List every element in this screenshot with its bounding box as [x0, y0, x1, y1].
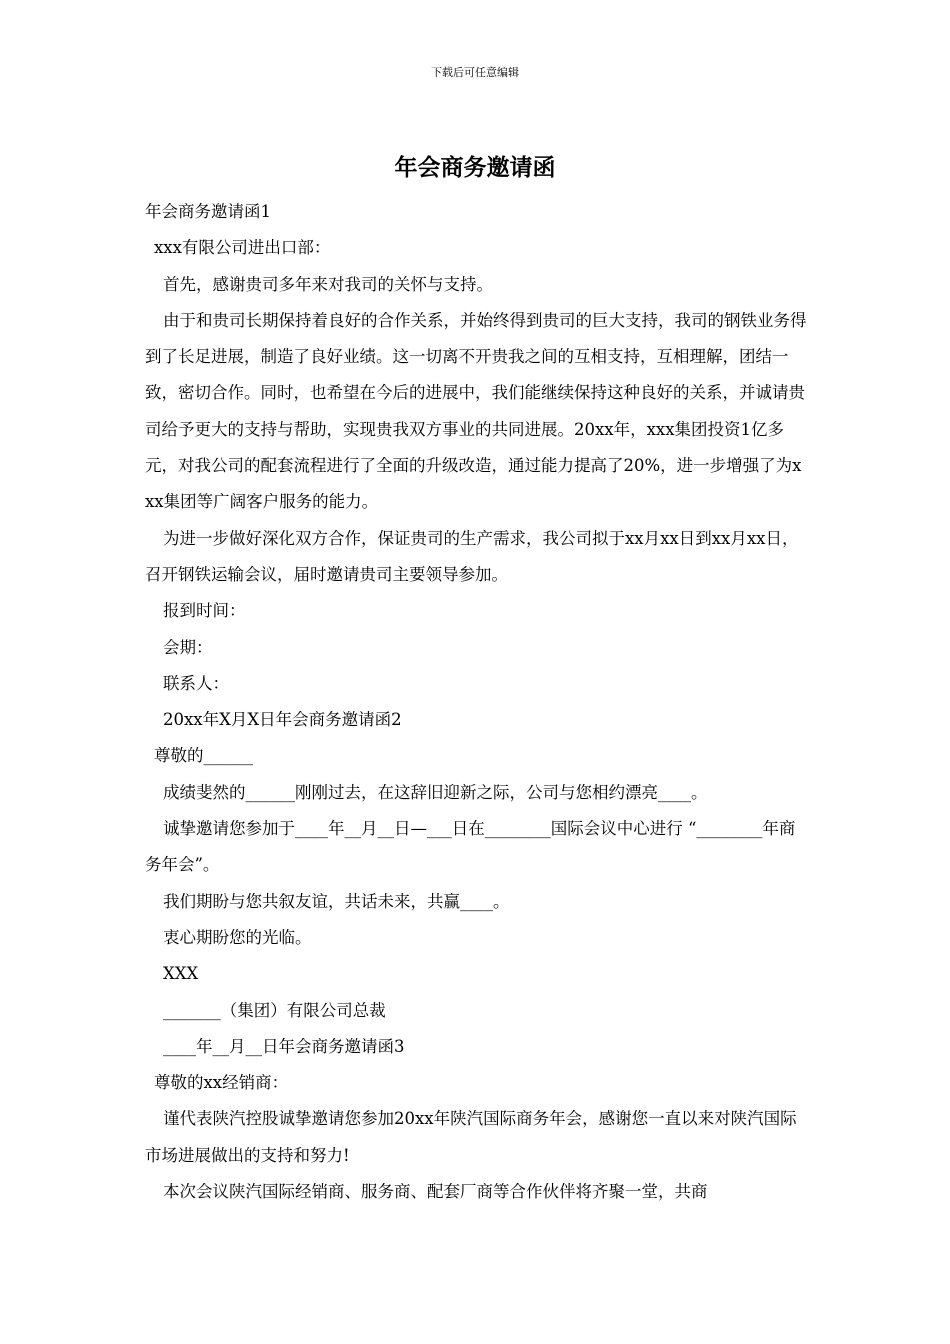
salutation: 尊敬的______	[154, 746, 253, 766]
salutation: 尊敬的xx经销商：	[154, 1073, 289, 1093]
section-heading: 年会商务邀请函1	[145, 202, 271, 221]
document-body	[145, 194, 807, 1210]
detail-line: 报到时间：	[163, 601, 246, 621]
salutation: xxx有限公司进出口部：	[154, 238, 331, 258]
document-title: 年会商务邀请函	[394, 154, 556, 181]
section-heading: 20xx年X月X日年会商务邀请函2	[163, 710, 402, 730]
header-note: 下载后可任意编辑	[431, 66, 519, 79]
body-paragraph: 本次会议陕汽国际经销商、服务商、配套厂商等合作伙伴将齐聚一堂，共商	[163, 1182, 708, 1202]
body-paragraph: 首先，感谢贵司多年来对我司的关怀与支持。	[163, 274, 493, 294]
body-paragraph: 诚挚邀请您参加于____年__月__日—___日在________国际会议中心进行 “________年商务年会”。	[145, 819, 796, 875]
body-paragraph: 我们期盼与您共叙友谊，共话未来，共赢____。	[163, 891, 510, 911]
signature-title: _______（集团）有限公司总裁	[163, 1000, 386, 1020]
body-paragraph: 衷心期盼您的光临。	[163, 927, 312, 947]
body-paragraph: 由于和贵司长期保持着良好的合作关系，并始终得到贵司的巨大支持，我司的钢铁业务得到了长足进展，制造了良好业绩。这一切离不开贵我之间的互相支持，互相理解，团结一致，密切合作。同时，也希望在今后的进展中，我们能继续保持这种良好的关系，并诚请贵司给予更大的支持与帮助，实现贵我双方事业的共同进展。20xx年，xxx集团投资1亿多元，对我公司的配套流程进行了全面的升级改造，通过能力提高了20%，进一步增强了为xxx集团等广阔客户服务的能力。	[145, 310, 807, 512]
body-paragraph: 谨代表陕汽控股诚挚邀请您参加20xx年陕汽国际商务年会，感谢您一直以来对陕汽国际市场进展做出的支持和努力!	[145, 1109, 797, 1165]
detail-line: 会期：	[163, 637, 213, 657]
signature-name: XXX	[163, 964, 199, 984]
body-paragraph: 成绩斐然的______刚刚过去，在这辞旧迎新之际，公司与您相约漂亮____。	[163, 782, 708, 802]
section-heading: ____年__月__日年会商务邀请函3	[163, 1036, 405, 1056]
body-paragraph: 为进一步做好深化双方合作，保证贵司的生产需求，我公司拟于xx月xx日到xx月xx日，召开钢铁运输会议，届时邀请贵司主要领导参加。	[145, 528, 799, 584]
detail-line: 联系人：	[163, 673, 229, 693]
